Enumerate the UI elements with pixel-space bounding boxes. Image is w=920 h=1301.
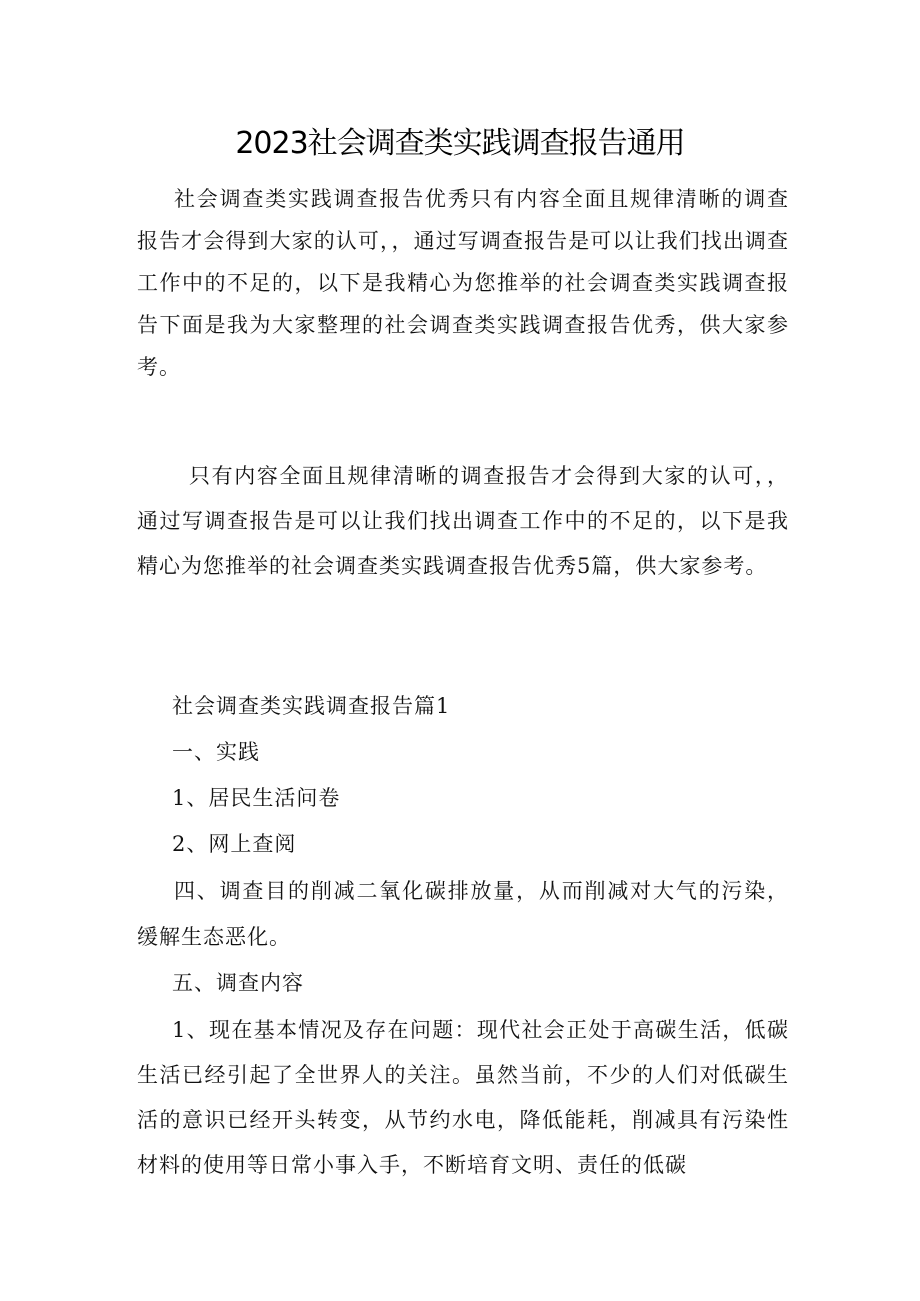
summary-paragraph: 只有内容全面且规律清晰的调查报告才会得到大家的认可，，通过写调查报告是可以让我们找出调查工作中的不足的，以下是我精心为您推举的社会调查类实践调查报告优秀5篇，供大家参考。: [137, 464, 789, 578]
list-item-online: 2、网上查阅: [172, 832, 297, 856]
list-item-practice: 一、实践: [172, 740, 260, 764]
intro-paragraph: 社会调查类实践调查报告优秀只有内容全面且规律清晰的调查报告才会得到大家的认可，，通过写调查报告是可以让我们找出调查工作中的不足的，以下是我精心为您推举的社会调查类实践调查报告下面是我为大家整理的社会调查类实践调查报告优秀，供大家参考。: [137, 187, 789, 379]
content-heading: 五、调查内容: [172, 971, 304, 995]
purpose-paragraph: 四、调查目的削减二氧化碳排放量，从而削减对大气的污染，缓解生态恶化。: [137, 879, 789, 949]
document-title: 2023社会调查类实践调查报告通用: [235, 126, 685, 161]
list-item-questionnaire: 1、居民生活问卷: [172, 786, 341, 810]
content-paragraph: 1、现在基本情况及存在问题：现代社会正处于高碳生活，低碳生活已经引起了全世界人的关注。虽然当前，不少的人们对低碳生活的意识已经开头转变，从节约水电，降低能耗，削减具有污染性材料的使用等日常小事入手，不断培育文明、责任的低碳: [137, 1018, 789, 1177]
section-heading: 社会调查类实践调查报告篇1: [172, 694, 451, 718]
